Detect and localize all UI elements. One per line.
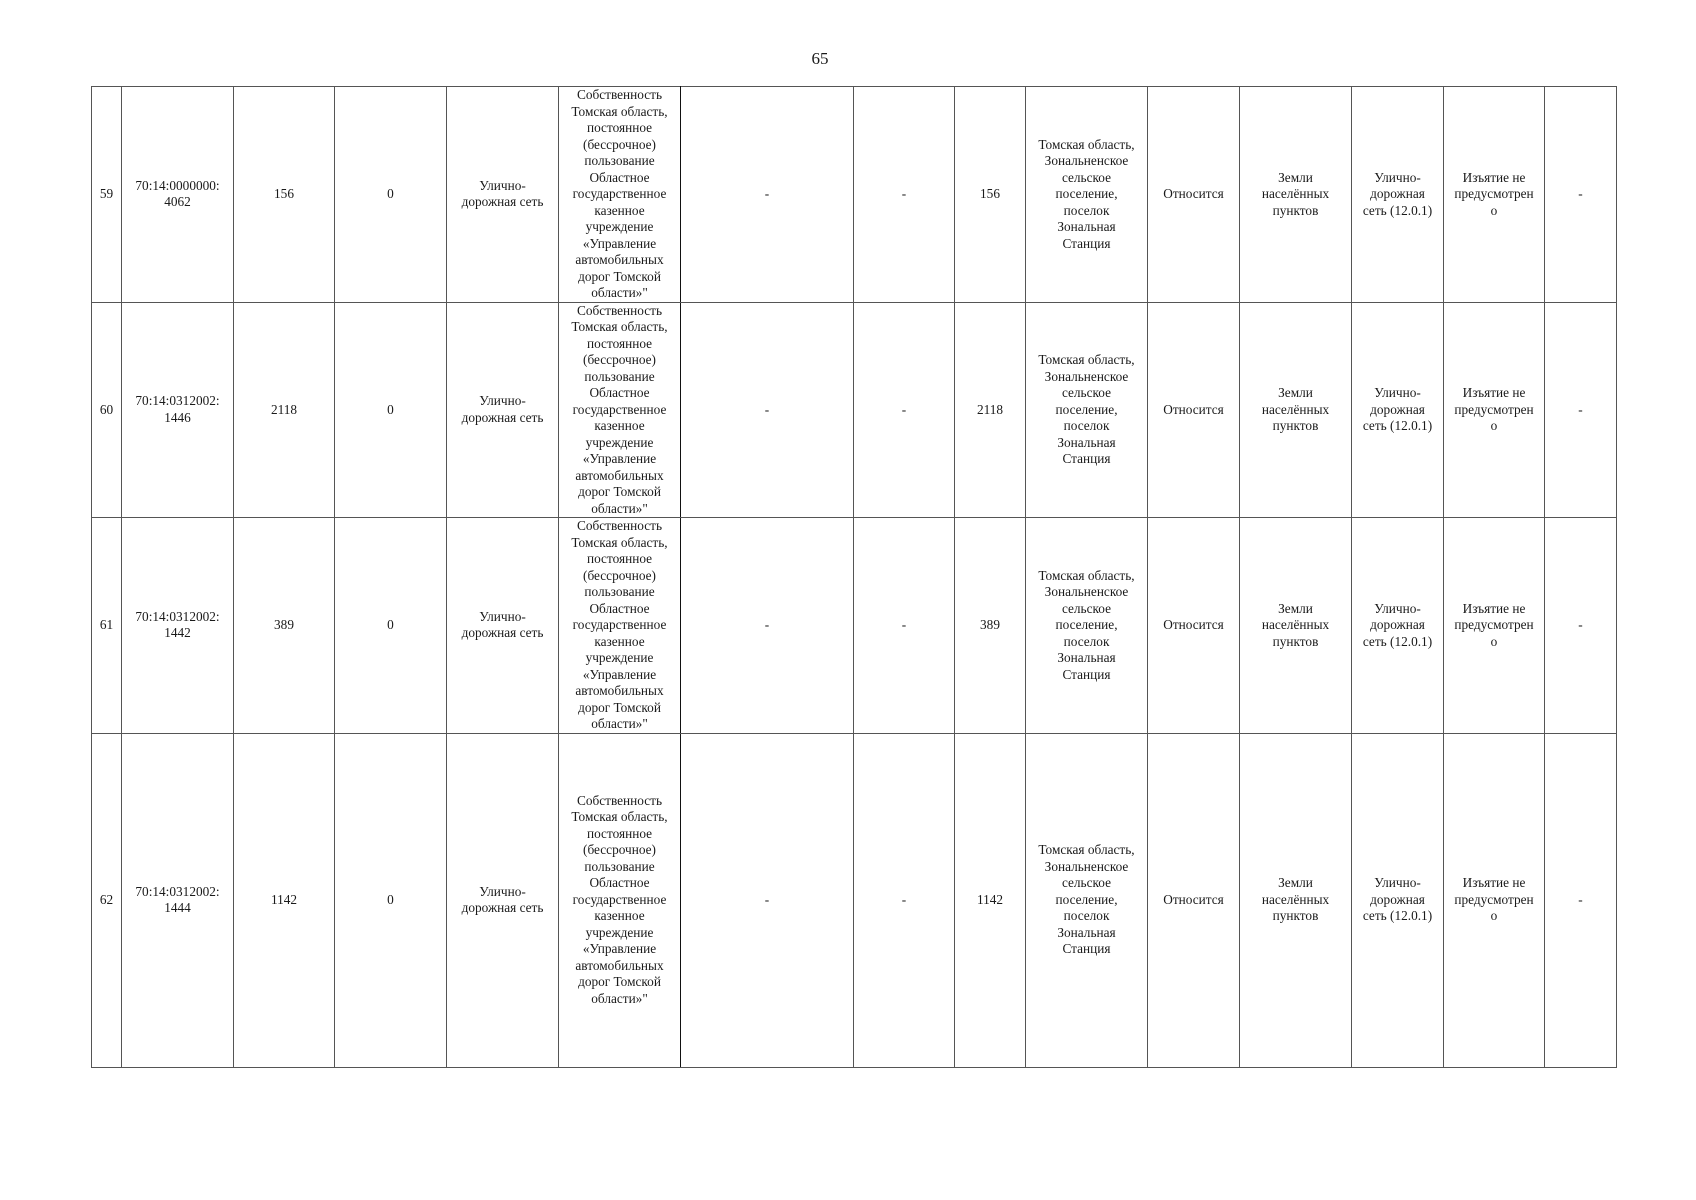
dash-cell: -: [854, 87, 955, 303]
cadastral-number: 70:14:0312002: 1444: [122, 733, 234, 1067]
land-category-cell: Земли населённых пунктов: [1240, 518, 1352, 734]
relation-cell: Относится: [1148, 733, 1240, 1067]
dash-cell: -: [1545, 518, 1617, 734]
permitted-use-cell: Улично- дорожная сеть (12.0.1): [1352, 302, 1444, 518]
row-number: 62: [92, 733, 122, 1067]
dash-cell: -: [854, 518, 955, 734]
area-repeat-cell: 156: [955, 87, 1026, 303]
zero-cell: 0: [335, 733, 447, 1067]
cadastral-number: 70:14:0312002: 1442: [122, 518, 234, 734]
land-plot-table: [91, 86, 1617, 1068]
dash-cell: -: [1545, 87, 1617, 303]
table-row: [92, 733, 1617, 1067]
object-name: Улично- дорожная сеть: [447, 733, 559, 1067]
object-name: Улично- дорожная сеть: [447, 518, 559, 734]
area-cell: 156: [234, 87, 335, 303]
area-cell: 1142: [234, 733, 335, 1067]
cadastral-number: 70:14:0312002: 1446: [122, 302, 234, 518]
row-number: 59: [92, 87, 122, 303]
permitted-use-cell: Улично- дорожная сеть (12.0.1): [1352, 87, 1444, 303]
area-repeat-cell: 1142: [955, 733, 1026, 1067]
object-name: Улично- дорожная сеть: [447, 87, 559, 303]
object-name: Улично- дорожная сеть: [447, 302, 559, 518]
page-number: 65: [811, 49, 829, 68]
zero-cell: 0: [335, 518, 447, 734]
withdrawal-cell: Изъятие не предусмотрен о: [1444, 733, 1545, 1067]
area-cell: 2118: [234, 302, 335, 518]
land-category-cell: Земли населённых пунктов: [1240, 733, 1352, 1067]
dash-cell: -: [681, 302, 854, 518]
dash-cell: -: [1545, 733, 1617, 1067]
table-row: [92, 518, 1617, 734]
zero-cell: 0: [335, 87, 447, 303]
relation-cell: Относится: [1148, 87, 1240, 303]
ownership-cell: Собственность Томская область, постоянное (бессрочное) пользование Областное государственное казенное учреждение «Управление автомобильных дорог Томской области»": [559, 87, 681, 303]
permitted-use-cell: Улично- дорожная сеть (12.0.1): [1352, 733, 1444, 1067]
table-row: [92, 87, 1617, 303]
dash-cell: -: [854, 733, 955, 1067]
location-cell: Томская область, Зональненское сельское поселение, поселок Зональная Станция: [1026, 87, 1148, 303]
area-repeat-cell: 2118: [955, 302, 1026, 518]
area-repeat-cell: 389: [955, 518, 1026, 734]
withdrawal-cell: Изъятие не предусмотрен о: [1444, 302, 1545, 518]
cadastral-number: 70:14:0000000: 4062: [122, 87, 234, 303]
permitted-use-cell: Улично- дорожная сеть (12.0.1): [1352, 518, 1444, 734]
location-cell: Томская область, Зональненское сельское поселение, поселок Зональная Станция: [1026, 518, 1148, 734]
dash-cell: -: [681, 518, 854, 734]
ownership-cell: Собственность Томская область, постоянное (бессрочное) пользование Областное государственное казенное учреждение «Управление автомобильных дорог Томской области»": [559, 518, 681, 734]
withdrawal-cell: Изъятие не предусмотрен о: [1444, 518, 1545, 734]
ownership-cell: Собственность Томская область, постоянное (бессрочное) пользование Областное государственное казенное учреждение «Управление автомобильных дорог Томской области»": [559, 302, 681, 518]
dash-cell: -: [681, 87, 854, 303]
land-category-cell: Земли населённых пунктов: [1240, 302, 1352, 518]
dash-cell: -: [854, 302, 955, 518]
relation-cell: Относится: [1148, 518, 1240, 734]
dash-cell: -: [1545, 302, 1617, 518]
relation-cell: Относится: [1148, 302, 1240, 518]
zero-cell: 0: [335, 302, 447, 518]
withdrawal-cell: Изъятие не предусмотрен о: [1444, 87, 1545, 303]
table-row: [92, 302, 1617, 518]
area-cell: 389: [234, 518, 335, 734]
location-cell: Томская область, Зональненское сельское поселение, поселок Зональная Станция: [1026, 302, 1148, 518]
row-number: 61: [92, 518, 122, 734]
row-number: 60: [92, 302, 122, 518]
location-cell: Томская область, Зональненское сельское поселение, поселок Зональная Станция: [1026, 733, 1148, 1067]
land-category-cell: Земли населённых пунктов: [1240, 87, 1352, 303]
dash-cell: -: [681, 733, 854, 1067]
ownership-cell: Собственность Томская область, постоянное (бессрочное) пользование Областное государственное казенное учреждение «Управление автомобильных дорог Томской области»": [559, 733, 681, 1067]
